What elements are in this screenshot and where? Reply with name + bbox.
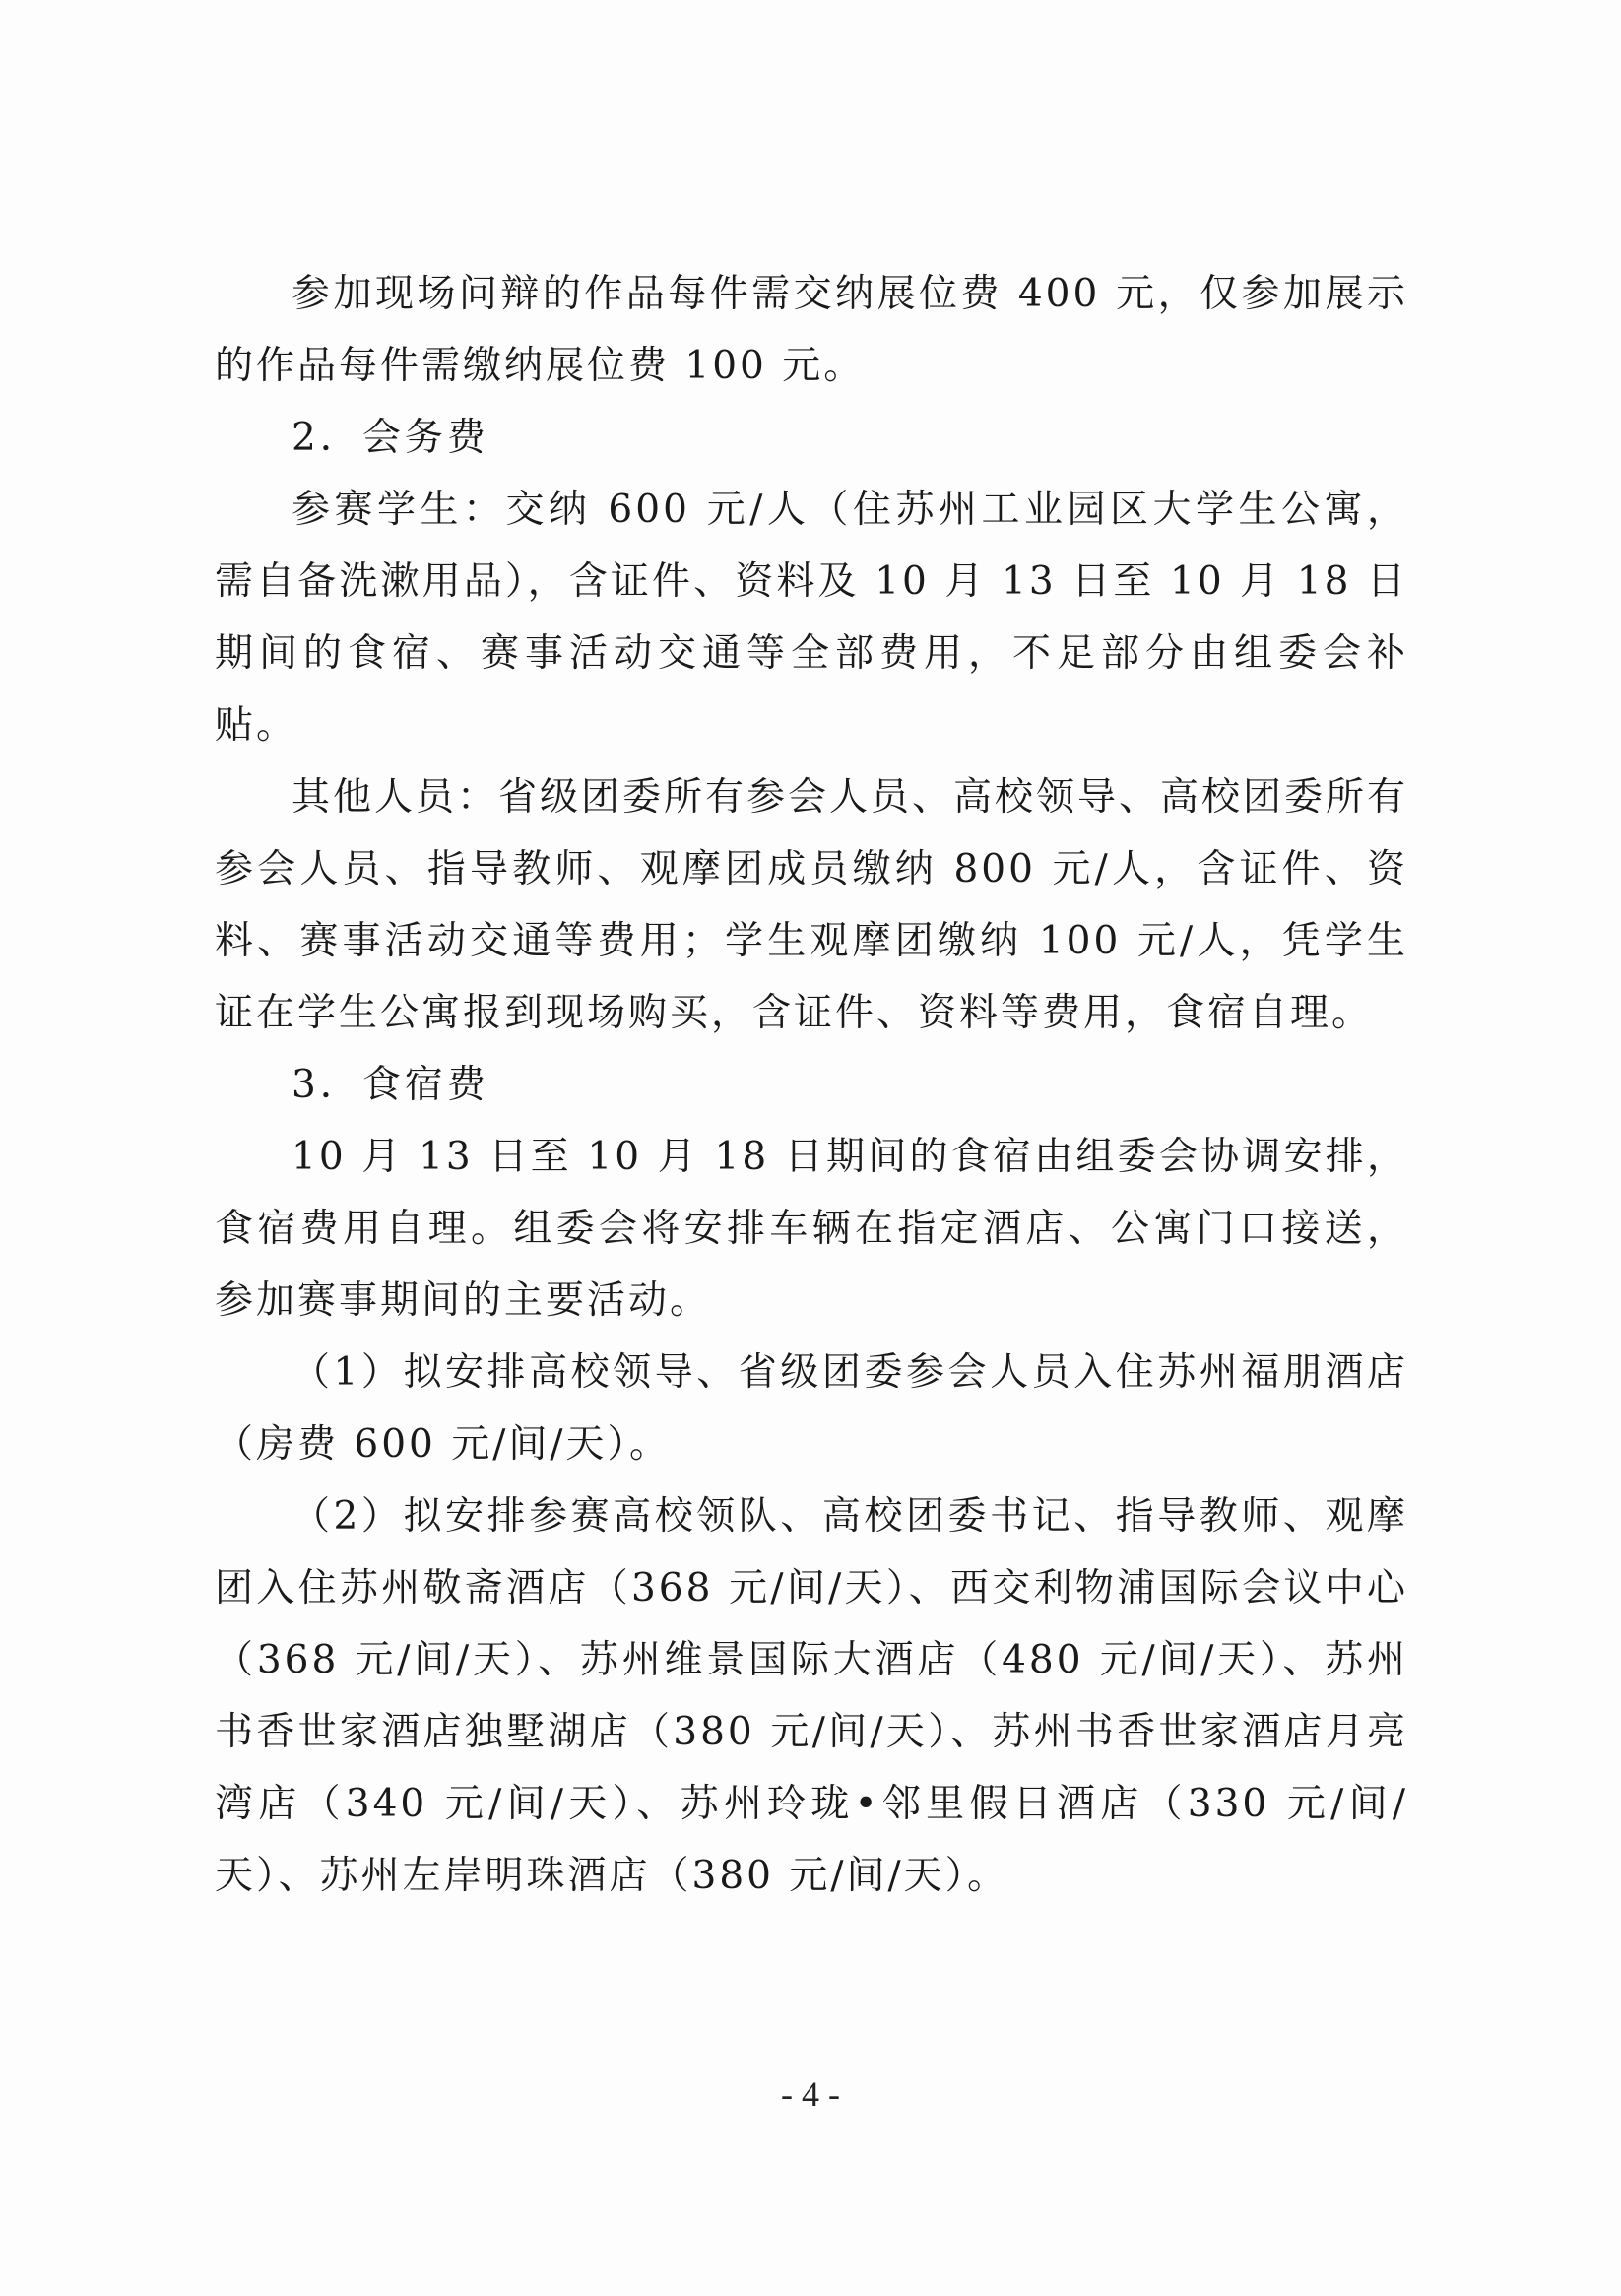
document-body: [215, 258, 1408, 1912]
section-heading-board-fee: 3．食宿费: [292, 1063, 489, 1107]
paragraph-student-fee: 参赛学生：交纳 600 元/人（住苏州工业园区大学生公寓，需自备洗漱用品），含证件、资料及 10 月 13 日至 10 月 18 日期间的食宿、赛事活动交通等全部费用，不足部分由组委会补贴。: [215, 488, 1408, 748]
page-number: - 4 -: [781, 2074, 840, 2114]
section-heading-conference-fee: 2．会务费: [292, 416, 489, 460]
paragraph-board-arrangement: 10 月 13 日至 10 月 18 日期间的食宿由组委会协调安排，食宿费用自理。组委会将安排车辆在指定酒店、公寓门口接送，参加赛事期间的主要活动。: [215, 1135, 1408, 1323]
paragraph-hotel-teams: （2）拟安排参赛高校领队、高校团委书记、指导教师、观摩团入住苏州敬斋酒店（368 元/间/天）、西交利物浦国际会议中心（368 元/间/天）、苏州维景国际大酒店（480 元/间/天）、苏州书香世家酒店独墅湖店（380 元/间/天）、苏州书香世家酒店月亮湾店（340 元/间/天）、苏州玲珑•邻里假日酒店（330 元/间/天）、苏州左岸明珠酒店（380 元/间/天）。: [215, 1494, 1408, 1898]
paragraph-booth-fee: 参加现场问辩的作品每件需交纳展位费 400 元，仅参加展示的作品每件需缴纳展位费 100 元。: [215, 272, 1408, 388]
paragraph-hotel-leaders: （1）拟安排高校领导、省级团委参会人员入住苏州福朋酒店（房费 600 元/间/天）。: [215, 1350, 1408, 1467]
paragraph-other-fee: 其他人员：省级团委所有参会人员、高校领导、高校团委所有参会人员、指导教师、观摩团成员缴纳 800 元/人，含证件、资料、赛事活动交通等费用；学生观摩团缴纳 100 元/人，凭学生证在学生公寓报到现场购买，含证件、资料等费用，食宿自理。: [215, 775, 1409, 1035]
